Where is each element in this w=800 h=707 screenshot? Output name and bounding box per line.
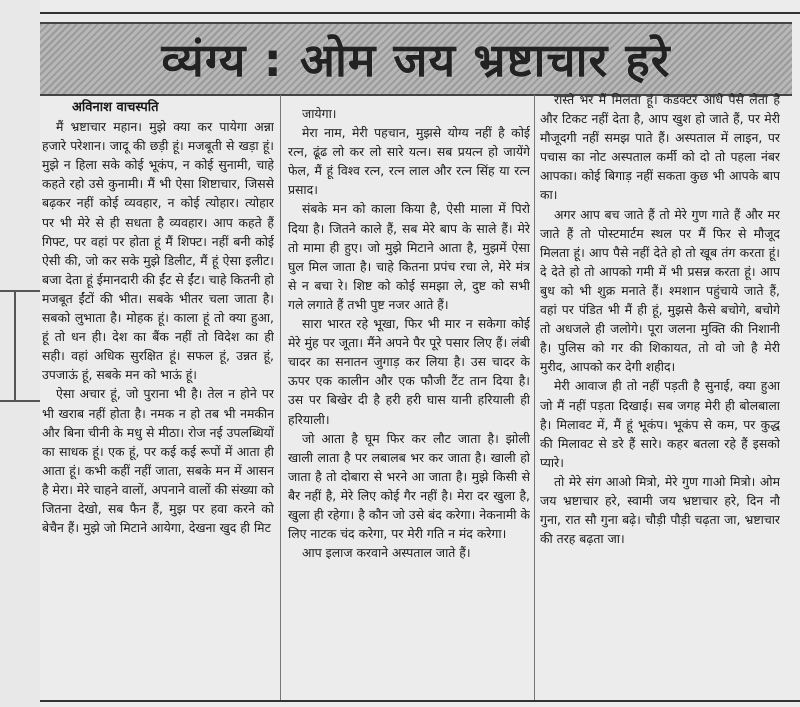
- article-column-1: [42, 98, 274, 698]
- paragraph: ऐसा अचार हूं, जो पुराना भी है। तेल न होने पर भी खराब नहीं होता है। नमक न हो तब भी नमकीन और बिना चीनी के मधु से मीठा। रोज नई उपलब्धियों का साधक हूं। एक हूं, पर कई कई रूपों में आता ही आता हूं। कभी कहीं नहीं जाता, सबके मन में आसन है मेरा। मेरे चाहने वालों, अपनाने वालों की संख्या को जितना देखो, सब फैन हैं, मुझ पर हवा करने को बेचैन हैं। मुझे जो मिटाने आयेगा, देखना खुद ही मिट: [42, 386, 274, 536]
- paragraph: जो आता है घूम फिर कर लौट जाता है। झोली खाली लाता है पर लबालब भर कर जाता है। खाली हो जाता है तो दोबारा से भरने आ जाता है। मुझे किसी से बैर नहीं है, मेरे लिए कोई गैर नहीं है। मेरा दर खुला है, खुला ही रहेगा। है कौन जो उसे बंद करेगा। नेकनामी के लिए नाटक चंद करेगा, पर मेरी गति न मंद करेगा।: [288, 430, 530, 542]
- byline: अविनाश वाचस्पति: [72, 100, 159, 115]
- edge-rule-bottom: [0, 400, 40, 402]
- newspaper-article: [40, 0, 800, 707]
- article-column-3: [540, 90, 780, 698]
- edge-rule-vertical: [14, 292, 16, 400]
- paragraph: मैं भ्रष्टाचार महान। मुझे क्या कर पायेगा अन्ना हजारे परेशान। जादू की छड़ी हूं। मजबूती से खड़ा हूं। मुझे न हिला सके कोई भूकंप, न कोई सुनामी, चाहे कहते रहो उसे कुनामी। मैं भी ऐसा शिष्टाचार, जिससे बढ़कर नहीं कोई व्यवहार, न कोई त्योहार। त्योहार पर भी मेरे से ही सधता है व्यवहार। आप कहते हैं गिफ्ट, पर वहां पर होता हूं मैं शिफ्ट। नहीं बनी कोई ऐसी की, जो कर सके मुझे डिलीट, मैं हूं ऐसा इलीट। बजा देता हूं ईमानदारी की ईंट से ईंट। चाहे कितनी हो मजबूत ईंटों की भीत। सबके भीतर चला जाता है। सबको लुभाता है। मोहक हूं। काला हूं तो क्या हुआ, हूं तो धन ही। देश का बैंक नहीं तो विदेश का ही सही। वहां अधिक सुरक्षित हूं। सफल हूं, उन्नत हूं, उपजाऊं हूं, सबके मन को भाऊं हूं।: [42, 119, 274, 383]
- bottom-rule: [40, 700, 800, 702]
- paragraph: मेरा नाम, मेरी पहचान, मुझसे योग्य नहीं है कोई रत्न, ढूंढ लो कर लो सारे यत्न। सब प्रयत्न हो जायेंगे फेल, मैं हूं विश्व रत्न, रत्न लाल और रत्न सिंह या रत्न प्रसाद।: [288, 125, 530, 198]
- adjacent-clipping-edge: [0, 0, 41, 707]
- paragraph: रास्ते भर मैं मिलता हूं। कंडक्टर आधे पैसे लेता है और टिकट नहीं देता है, आप खुश हो जाते हैं, पर मेरी मौजूदगी नहीं समझ पाते हैं। अस्पताल में लाइन, पर पचास का नोट अस्पताल कर्मी को दो तो पहला नंबर आपका। कोई बिगाड़ नहीं सकता कुछ भी आपके बाप का।: [540, 92, 780, 203]
- column-divider: [534, 95, 535, 700]
- edge-rule-top: [0, 290, 40, 292]
- paragraph: जायेगा।: [302, 106, 337, 121]
- paragraph: तो मेरे संग आओ मित्रो, मेरे गुण गाओ मित्रो। ओम जय भ्रष्टाचार हरे, स्वामी जय भ्रष्टाचार हरे, दिन नौ गुना, रात सौ गुना बढ़े। चौड़ी पौड़ी चढ़ता जा, भ्रष्टाचार की तरह बढ़ता जा।: [540, 473, 780, 547]
- column-divider: [280, 95, 281, 700]
- paragraph: संबके मन को काला किया है, ऐसी माला में पिरो दिया है। जितने काले हैं, सब मेरे बाप के साले हैं। मेरे तो मामा ही हुए। जो मुझे मिटाने आता है, मुझमें ऐसा घुल मिल जाता है। चाहे कितना प्रपंच रचा ले, मेरे मंत्र से न बचा रे। शिष्ट को कोई समझा ले, दुष्ट को सभी गले लगाते हैं तभी पुष्ट नजर आते हैं।: [288, 201, 530, 312]
- paragraph: मेरी आवाज ही तो नहीं पड़ती है सुनाई, क्या हुआ जो मैं नहीं पड़ता दिखाई। सब जगह मेरी ही बोलबाला है। मिलावट में, मैं हूं भूकंप। भूकंप से कम, पर कुद्ध की मिलावट से डरे हैं सारे। कहर बतला रहे हैं इसको प्यारे।: [540, 378, 780, 470]
- headline: व्यंग्य : ओम जय भ्रष्टाचार हरे: [161, 33, 671, 87]
- paragraph: आप इलाज करवाने अस्पताल जाते हैं।: [302, 545, 471, 561]
- paragraph: अगर आप बच जाते हैं तो मेरे गुण गाते हैं और मर जाते हैं तो पोस्टमार्टम स्थल पर मैं फिर से मौजूद मिलता हूं। आप पैसे नहीं देते हो तो खूब तंग करता हूं। दे देते हो तो आपको गमी में भी प्रसन्न करता हूं। आप बुध को भी शुक्र मनाते हैं। श्मशान पहुंचाये जाते हैं, वहां पर पंडित भी मैं ही हूं, मुझसे कैसे बचोगे, बचोगे तो अधजले ही जलोगे। पूरा जलना मुक्ति की निशानी है। पुलिस को गर की शिकायत, तो वो जो है मेरी मुरीद, आपको कर देगी शहीद।: [540, 206, 780, 375]
- article-column-2: [288, 104, 530, 704]
- top-rule: [40, 12, 800, 14]
- paragraph: सारा भारत रहे भूखा, फिर भी मार न सकेगा कोई मेरे मुंह पर जूता। मैंने अपने पैर पूरे पसार लिए हैं। लंबी चादर का सनातन जुगाड़ कर लिया है। उस चादर के ऊपर एक कालीन और एक फौजी टैंट तान दिया है। उस पर बिखेर दी है हरी हरी घास यानी हरियाली ही हरियाली।: [288, 316, 530, 427]
- headline-banner: [40, 22, 792, 96]
